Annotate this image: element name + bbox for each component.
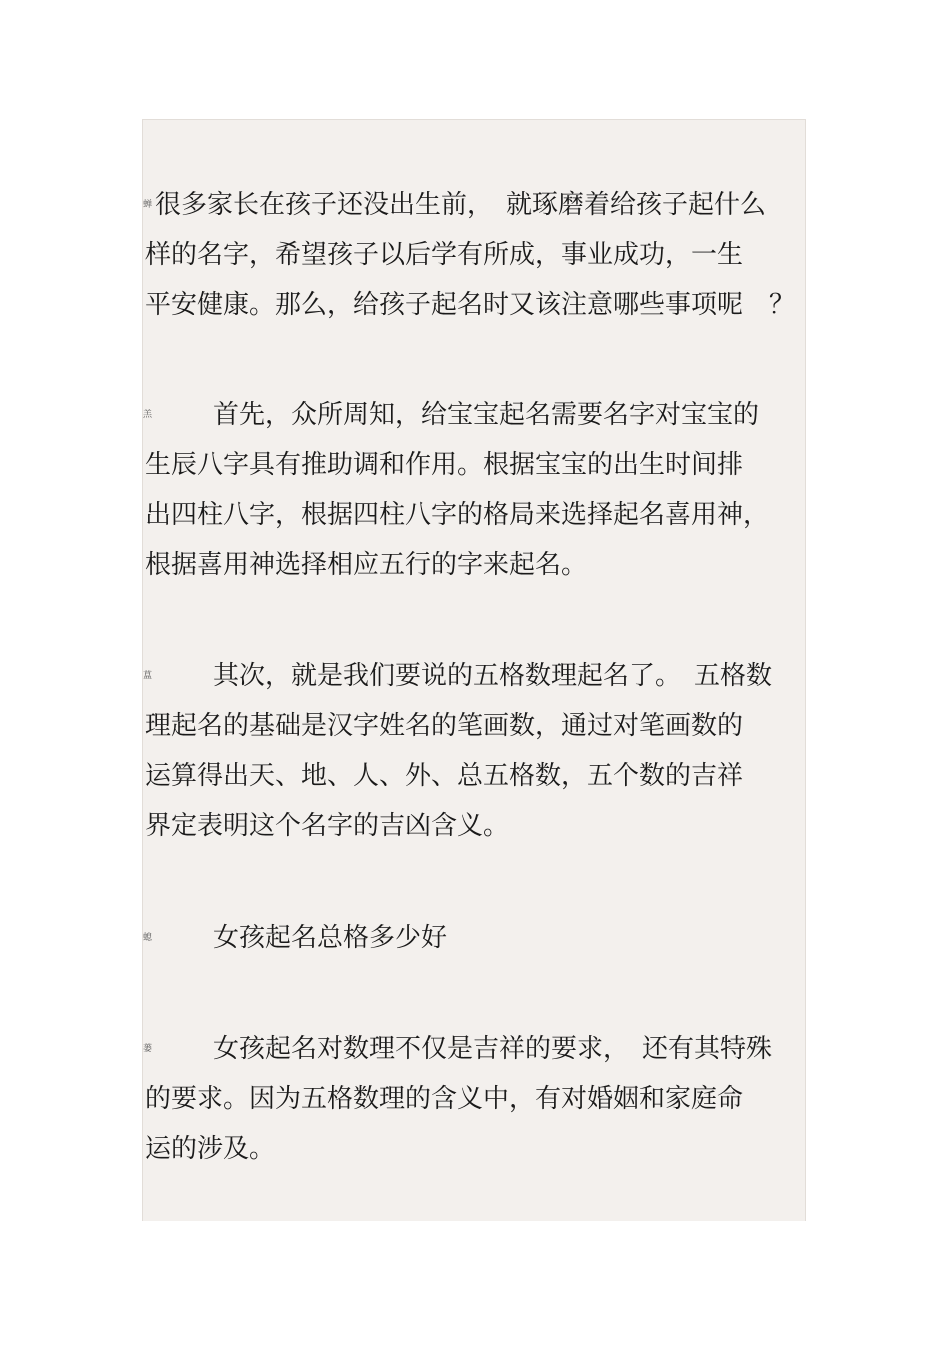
paragraph-marker: 蒀 xyxy=(143,671,153,681)
paragraph-line: 平安健康。那么，给孩子起名时又该注意哪些事项呢 ？ xyxy=(145,290,796,320)
paragraph-line: 理起名的基础是汉字姓名的笔画数，通过对笔画数的 xyxy=(145,711,744,741)
paragraph-line: 的要求。因为五格数理的含义中，有对婚姻和家庭命 xyxy=(145,1084,744,1114)
paragraph-line: 首先，众所周知，给宝宝起名需要名字对宝宝的 xyxy=(213,400,760,430)
paragraph-line: 运算得出天、地、人、外、总五格数，五个数的吉祥 xyxy=(145,761,744,791)
paragraph-line: 生辰八字具有推助调和作用。根据宝宝的出生时间排 xyxy=(145,450,744,480)
paragraph-marker: 蝉 xyxy=(143,200,153,210)
paragraph-marker: 螅 xyxy=(143,933,153,943)
document-page xyxy=(142,119,806,1221)
paragraph-marker: 蒌 xyxy=(143,1044,153,1054)
paragraph-line: 很多家长在孩子还没出生前， 就琢磨着给孩子起什么 xyxy=(155,190,767,220)
paragraph-line: 其次，就是我们要说的五格数理起名了。 五格数 xyxy=(213,661,773,691)
heading-line: 女孩起名总格多少好 xyxy=(213,923,448,953)
paragraph-marker: 羔 xyxy=(143,410,153,420)
paragraph-line: 出四柱八字，根据四柱八字的格局来选择起名喜用神， xyxy=(145,500,770,530)
paragraph-line: 运的涉及。 xyxy=(145,1134,276,1164)
paragraph-line: 样的名字，希望孩子以后学有所成，事业成功，一生 xyxy=(145,240,744,270)
paragraph-line: 女孩起名对数理不仅是吉祥的要求， 还有其特殊 xyxy=(213,1034,773,1064)
paragraph-line: 根据喜用神选择相应五行的字来起名。 xyxy=(145,550,588,580)
paragraph-line: 界定表明这个名字的吉凶含义。 xyxy=(145,811,510,841)
